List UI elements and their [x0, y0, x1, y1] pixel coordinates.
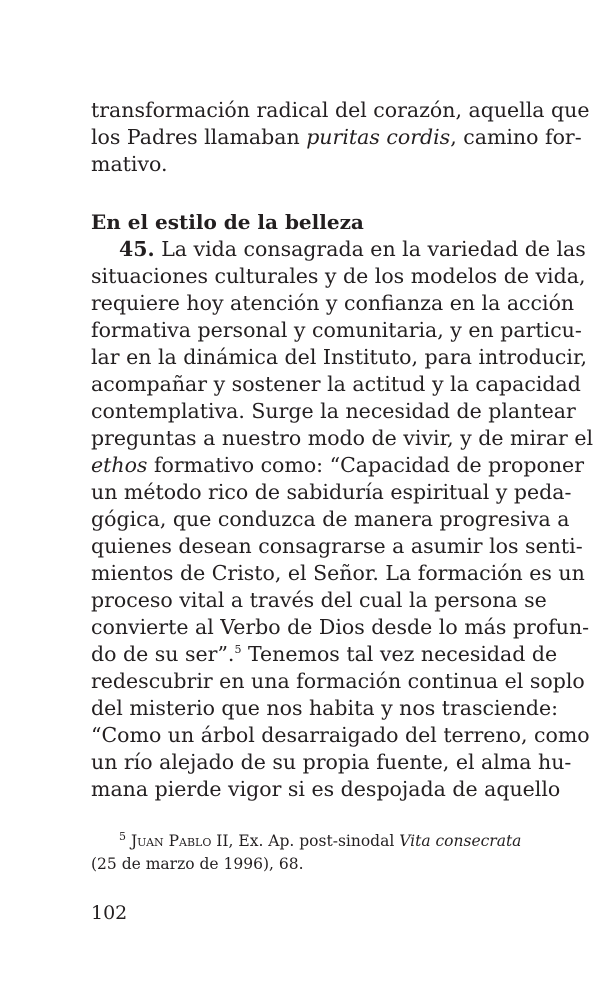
text-line: proceso vital a través del cual la persona se — [91, 588, 547, 612]
page-body — [91, 97, 594, 803]
footnote — [91, 829, 522, 876]
text-line: transformación radical del corazón, aquella que — [91, 98, 590, 122]
text-line: del misterio que nos habita y nos trasciende: — [91, 696, 559, 720]
latin-phrase: puritas cordis — [306, 125, 451, 149]
paragraph-first-line: 45. La vida consagrada en la variedad de las — [119, 237, 586, 261]
section-heading: En el estilo de la belleza — [91, 210, 364, 234]
text-line: requiere hoy atención y confianza en la acción — [91, 291, 575, 315]
text-line: un método rico de sabiduría espiritual y peda- — [91, 480, 572, 504]
ethos-word: ethos — [91, 453, 148, 477]
text-line: “Como un árbol desarraigado del terreno, como — [91, 723, 590, 747]
text-line: formativa personal y comunitaria, y en particu- — [91, 318, 582, 342]
text-line: mativo. — [91, 152, 168, 176]
text-line: redescubrir en una formación continua el soplo — [91, 669, 585, 693]
text-line: contemplativa. Surge la necesidad de plantear — [91, 399, 576, 423]
paragraph-number: 45. — [119, 237, 155, 261]
text-line: quienes desean consagrarse a asumir los senti- — [91, 534, 583, 558]
text-line: mana pierde vigor si es despojada de aquello — [91, 777, 561, 801]
text-line: un río alejado de su propia fuente, el alma hu- — [91, 750, 572, 774]
text-line: los Padres llamaban puritas cordis, camino for- — [91, 125, 582, 149]
text-line: ethos formativo como: “Capacidad de proponer — [91, 453, 584, 477]
text-line: gógica, que conduzca de manera progresiva a — [91, 507, 570, 531]
text-line: do de su ser”.$^5$ Tenemos tal vez necesidad de — [91, 642, 558, 666]
footnote-mark: 5 — [119, 829, 126, 843]
footnote-line: (25 de marzo de 1996), 68. — [91, 855, 304, 873]
footnote-title: Vita consecrata — [399, 832, 522, 850]
text-line: mientos de Cristo, el Señor. La formación es un — [91, 561, 585, 585]
footnote-reference: 5 — [234, 643, 242, 657]
text-line: convierte al Verbo de Dios desde lo más profun- — [91, 615, 590, 639]
footnote-line: $^5$ Juan Pablo II, Ex. Ap. post-sinodal Vita consecrata — [119, 829, 522, 850]
footnote-author: Juan Pablo II — [130, 832, 229, 850]
text-line: lar en la dinámica del Instituto, para introducir, — [91, 345, 588, 369]
text-line: situaciones culturales y de los modelos de vida, — [91, 264, 586, 288]
text-line: preguntas a nuestro modo de vivir, y de mirar el — [91, 426, 594, 450]
page-number: 102 — [91, 902, 128, 924]
text-line: acompañar y sostener la actitud y la capacidad — [91, 372, 581, 396]
